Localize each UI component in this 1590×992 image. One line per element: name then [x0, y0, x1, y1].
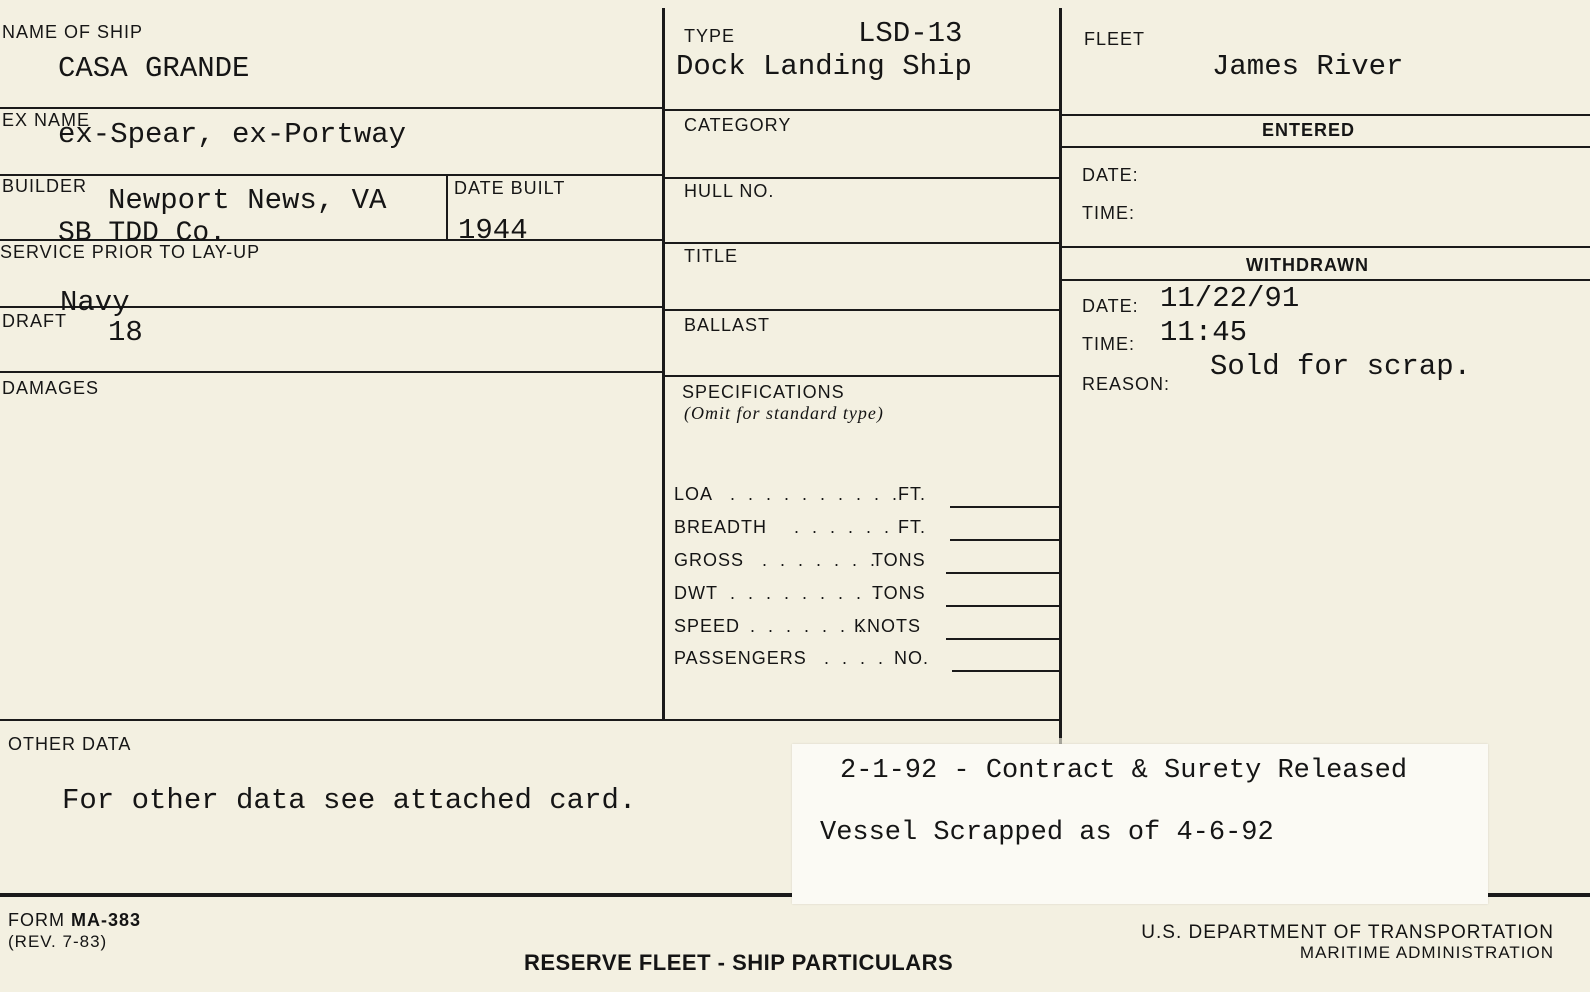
rule-datebuilt: [446, 175, 448, 239]
dept-line-1: U.S. DEPARTMENT OF TRANSPORTATION: [1141, 922, 1554, 943]
form-title: RESERVE FLEET - SHIP PARTICULARS: [524, 950, 954, 975]
rule-row1: [0, 107, 664, 109]
rule-row5: [0, 371, 664, 373]
spec-row-speed: [674, 616, 1060, 642]
rule-entered-bottom: [1061, 146, 1590, 148]
label-name-of-ship: NAME OF SHIP: [2, 22, 144, 42]
rule-row4-mid: [664, 309, 1061, 311]
rule-col1: [662, 8, 665, 721]
spec-leader-dots: . . . . . . . . . .: [730, 484, 902, 504]
spec-name: SPEED: [674, 616, 741, 636]
value-ex-name: ex-Spear, ex-Portway: [58, 118, 407, 151]
rule-fleet-bottom: [1061, 114, 1590, 116]
spec-row-dwt: [674, 583, 1060, 609]
spec-fill-line: [950, 539, 1060, 541]
spec-unit: TONS: [872, 583, 926, 603]
label-fleet: FLEET: [1084, 29, 1146, 49]
rule-row3-mid: [664, 242, 1061, 244]
spec-fill-line: [946, 605, 1060, 607]
rule-row2-mid: [664, 177, 1061, 179]
label-ex-name: EX NAME: [2, 110, 91, 130]
spec-leader-dots: . . . .: [824, 648, 888, 668]
label-withdrawn: WITHDRAWN: [1246, 255, 1369, 275]
spec-name: GROSS: [674, 550, 745, 570]
label-type: TYPE: [684, 26, 736, 46]
value-draft: 18: [108, 316, 143, 349]
pasted-note: [792, 744, 1488, 904]
dept-line-2: MARITIME ADMINISTRATION: [1299, 943, 1554, 962]
note-line-2: Vessel Scrapped as of 4-6-92: [820, 818, 1274, 848]
label-spec-note: (Omit for standard type): [684, 403, 884, 423]
spec-fill-line: [946, 572, 1060, 574]
form-number: MA-383: [71, 910, 142, 930]
spec-row-passengers: [674, 648, 1060, 674]
label-entered-time: TIME:: [1082, 203, 1135, 223]
label-entered-date: DATE:: [1082, 165, 1139, 185]
label-other-data: OTHER DATA: [8, 734, 132, 754]
rule-row1-mid: [664, 109, 1061, 111]
value-withdrawn-time: 11:45: [1160, 316, 1248, 349]
spec-name: BREADTH: [674, 517, 768, 537]
spec-leader-dots: . . . . . . . . .: [730, 583, 884, 603]
label-hull-no: HULL NO.: [684, 181, 775, 201]
note-line-1: 2-1-92 - Contract & Surety Released: [840, 756, 1408, 786]
spec-unit: FT.: [898, 517, 926, 537]
value-builder-line1: Newport News, VA: [108, 184, 387, 217]
label-damages: DAMAGES: [2, 378, 100, 398]
spec-unit: KNOTS: [854, 616, 922, 636]
value-date-built: 1944: [458, 214, 528, 247]
label-category: CATEGORY: [684, 115, 792, 135]
value-type-code: LSD-13: [858, 17, 963, 50]
spec-name: DWT: [674, 583, 718, 603]
form-id: [8, 910, 141, 931]
label-service-prior: SERVICE PRIOR TO LAY-UP: [0, 242, 261, 262]
spec-row-breadth: [674, 517, 1060, 543]
label-ballast: BALLAST: [684, 315, 771, 335]
value-withdrawn-reason: Sold for scrap.: [1210, 350, 1472, 383]
spec-leader-dots: . . . . . . .: [762, 550, 880, 570]
value-type-desc: Dock Landing Ship: [676, 50, 972, 83]
spec-leader-dots: . . . . . . .: [750, 616, 868, 636]
rule-withdrawn-top: [1061, 246, 1590, 248]
spec-leader-dots: . . . . . .: [794, 517, 894, 537]
spec-fill-line: [946, 638, 1060, 640]
spec-fill-line: [952, 670, 1060, 672]
form-revision: (REV. 7-83): [8, 932, 108, 951]
label-title: TITLE: [684, 246, 739, 266]
value-other-data: For other data see attached card.: [62, 784, 637, 817]
rule-row5-mid: [664, 375, 1061, 377]
value-ship-name: CASA GRANDE: [58, 52, 250, 85]
spec-unit: NO.: [894, 648, 930, 668]
value-withdrawn-date: 11/22/91: [1160, 282, 1300, 315]
spec-unit: FT.: [898, 484, 926, 504]
label-withdrawn-time: TIME:: [1082, 334, 1135, 354]
rule-row2: [0, 174, 664, 176]
spec-name: LOA: [674, 484, 714, 504]
value-fleet: James River: [1212, 50, 1404, 83]
label-entered: ENTERED: [1262, 120, 1356, 140]
spec-unit: TONS: [872, 550, 926, 570]
value-service: Navy: [60, 286, 130, 319]
spec-row-loa: [674, 484, 1060, 510]
value-builder-line2: SB TDD Co.: [58, 218, 227, 249]
form-prefix: FORM: [8, 910, 65, 930]
rule-withdrawn-bottom: [1061, 279, 1590, 281]
label-withdrawn-reason: REASON:: [1082, 374, 1171, 394]
label-date-built: DATE BUILT: [454, 178, 566, 198]
spec-name: PASSENGERS: [674, 648, 807, 668]
rule-damages-bottom: [0, 719, 1061, 721]
spec-row-gross: [674, 550, 1060, 576]
label-builder: BUILDER: [2, 176, 88, 196]
label-withdrawn-date: DATE:: [1082, 296, 1139, 316]
spec-fill-line: [950, 506, 1060, 508]
label-draft: DRAFT: [2, 311, 67, 331]
label-specifications: SPECIFICATIONS: [682, 382, 845, 402]
